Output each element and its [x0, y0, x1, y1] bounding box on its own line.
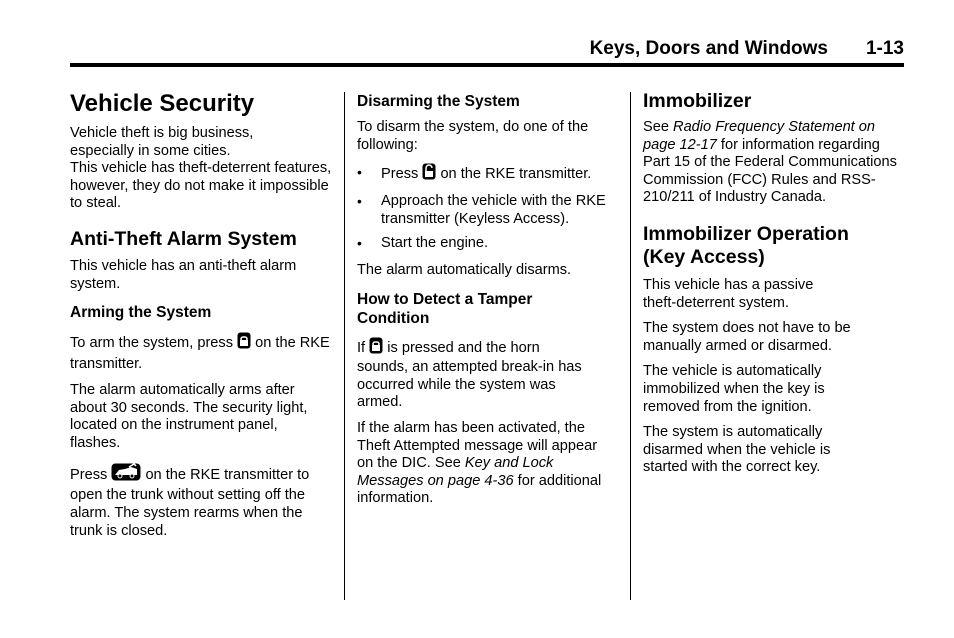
arming-text [70, 332, 332, 374]
tamper-text [357, 337, 592, 412]
alarm-text: This vehicle has an anti-theft alarm system. [70, 257, 297, 292]
tamper-text-post: is pressed and the horn sounds, an attempted break-in has occurred while the system was armed. [357, 339, 582, 411]
bullet1-pre: Press [381, 166, 419, 183]
disarm-intro: To disarm the system, do one of the following: [357, 119, 589, 153]
operation-paragraph-2: The system does not have to be manually armed or disarmed. [643, 320, 851, 354]
bullet1-post: on the RKE transmitter. [440, 166, 592, 183]
column-2 [357, 90, 619, 508]
lock-icon [369, 337, 383, 360]
bullet-marker: • [357, 193, 362, 210]
trunk-text-pre: Press [70, 466, 108, 483]
tamper-text-pre: If [357, 339, 366, 356]
arming-auto: The alarm automatically arms after about 30 seconds. The security light, located on the instrument panel, flashes. [70, 382, 308, 451]
operation-heading-line2: (Key Access) [643, 245, 765, 268]
column-1 [70, 90, 332, 540]
bullet-marker: • [357, 235, 362, 252]
lock-icon [237, 332, 251, 355]
operation-paragraph-3: The vehicle is automatically immobilized when the key is removed from the ignition. [643, 363, 825, 415]
column-divider-2 [630, 92, 631, 600]
intro-paragraph-2: This vehicle has theft-deterrent features, however, they do not make it impossible to steal. [70, 160, 332, 212]
immobilizer-post: for information regarding Part 15 of the Federal Communications Commission (FCC) Rules and RSS-210/211 of Industry Canada. [643, 136, 897, 206]
trunk-text-post: on the RKE transmitter to open the trunk without setting off the alarm. The system rearms when the trunk is closed. [70, 466, 310, 539]
section-title: Keys, Doors and Windows [589, 38, 828, 59]
page-title: Vehicle Security [70, 90, 255, 117]
header-rule [70, 63, 904, 67]
immobilizer-see: See [643, 119, 669, 135]
unlock-icon [422, 163, 436, 186]
disarm-heading: Disarming the System [357, 93, 520, 110]
arming-text-post: on the RKE transmitter. [70, 335, 330, 373]
column-divider-1 [344, 92, 345, 600]
activated-reference-link[interactable]: Key and Lock Messages on page 4-36 [357, 455, 554, 489]
bullet2-text: Approach the vehicle with the RKE transmitter (Keyless Access). [381, 193, 606, 227]
trunk-release-icon [111, 463, 141, 486]
bullet3-text: Start the engine. [381, 235, 489, 252]
activated-text-post: for additional information. [357, 472, 602, 507]
disarm-bullet-3 [357, 235, 619, 253]
arming-text-pre: To arm the system, press [70, 335, 234, 352]
column-3 [643, 90, 905, 477]
intro-paragraph-1: Vehicle theft is big business, especially in some cities. [70, 125, 254, 159]
immobilizer-heading: Immobilizer [643, 90, 752, 112]
activated-text [357, 420, 602, 508]
activated-text-pre: If the alarm has been activated, the Theft Attempted message will appear on the DIC. See [357, 419, 598, 472]
radio-frequency-reference-link[interactable]: Radio Frequency Statement on page 12-17 [643, 119, 876, 153]
page-number: 1-13 [865, 38, 904, 59]
immobilizer-operation-heading [643, 223, 905, 269]
alarm-heading: Anti-Theft Alarm System [70, 227, 297, 250]
disarm-auto: The alarm automatically disarms. [357, 261, 572, 278]
bullet-marker: • [357, 164, 362, 181]
disarm-bullet-1 [357, 163, 619, 186]
page-header [70, 38, 904, 62]
tamper-heading: How to Detect a Tamper Condition [357, 290, 533, 327]
disarm-bullet-2 [357, 193, 619, 228]
arming-heading: Arming the System [70, 304, 212, 322]
operation-paragraph-4: The system is automatically disarmed when the vehicle is started with the correct key. [643, 424, 831, 476]
operation-paragraph-1: This vehicle has a passive theft-deterrent system. [643, 276, 814, 311]
trunk-text [70, 463, 332, 540]
operation-heading-line1: Immobilizer Operation [643, 222, 849, 245]
immobilizer-text [643, 119, 905, 207]
